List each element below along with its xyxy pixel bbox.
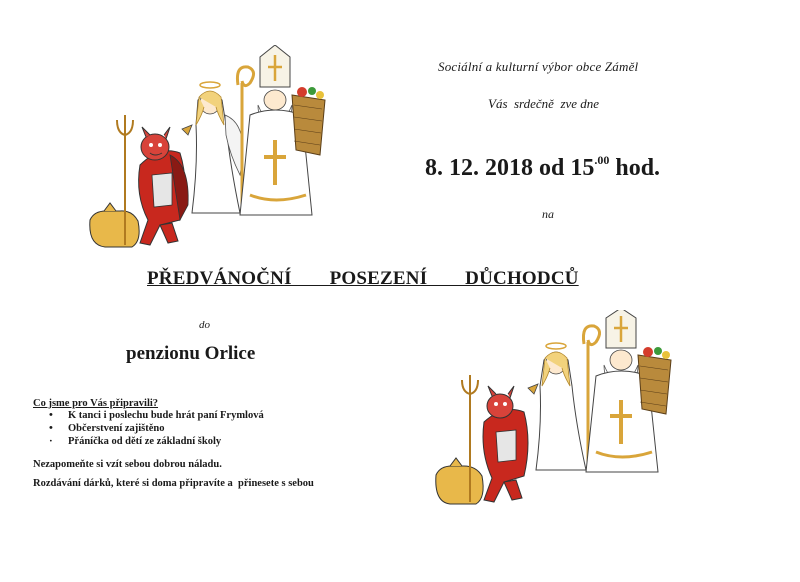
reminder-text: Nezapomeňte si vzít sebou dobrou náladu.	[33, 459, 222, 470]
saint-nicholas-figure-icon	[583, 310, 671, 472]
event-date-main: 8. 12. 2018 od 15	[425, 155, 595, 181]
saint-nicholas-figure-icon	[237, 45, 325, 215]
bottom-illustration	[428, 310, 678, 510]
venue-name: penzionu Orlice	[126, 343, 256, 364]
invitation-line: Vás srdečně zve dne	[488, 96, 600, 111]
list-item: • Občerstvení zajištěno	[33, 422, 264, 435]
angel-figure-icon	[528, 343, 586, 470]
list-item: · Přáníčka od dětí ze základní školy	[33, 435, 264, 448]
angel-figure-icon	[182, 82, 243, 213]
event-time-superscript: .00	[594, 153, 610, 167]
connector-do: do	[199, 319, 210, 331]
top-illustration	[80, 45, 330, 255]
gifts-text: Rozdávání dárků, které si doma připravíte a přinesete s sebou	[33, 478, 314, 489]
gift-sack-icon	[90, 203, 139, 247]
list-item: • K tanci i poslechu bude hrát paní Frymlová	[33, 409, 264, 422]
event-time-suffix: hod.	[609, 155, 661, 181]
organizer-line: Sociální a kulturní výbor obce Záměl	[438, 59, 639, 74]
program-list	[33, 409, 264, 448]
program-heading: Co jsme pro Vás připravili?	[33, 398, 159, 409]
connector-na: na	[542, 207, 554, 221]
gift-sack-icon	[436, 458, 483, 504]
event-date-time	[425, 153, 660, 182]
event-title: PŘEDVÁNOČNÍ POSEZENÍ DŮCHODCŮ	[147, 268, 579, 289]
